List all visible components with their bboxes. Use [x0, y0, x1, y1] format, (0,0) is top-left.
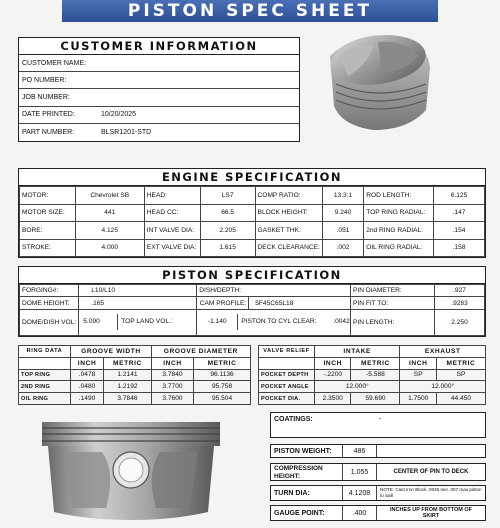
- pin-length-label: PIN LENGTH:: [351, 309, 435, 335]
- ring-value: 3.7600: [151, 393, 193, 405]
- p2c-label: PISTON TO CYL CLEAR:: [237, 314, 333, 330]
- ring-blank-cell: [19, 357, 71, 369]
- engine-spec-heading: ENGINE SPECIFICATION: [19, 169, 485, 186]
- forging-label: FORGING#:: [20, 285, 79, 297]
- coatings-label: COATINGS:: [274, 416, 313, 423]
- valve-relief-header: VALVE RELIEF: [259, 346, 315, 358]
- engine-spec-label: BLOCK HEIGHT:: [255, 204, 322, 222]
- pocket-dia-ex-metric: 44.450: [436, 393, 485, 405]
- ring-name: TOP RING: [19, 369, 71, 381]
- engine-spec-value: 1.615: [200, 239, 255, 257]
- ring-data-row: [19, 381, 251, 393]
- valve-relief-box: [258, 345, 486, 405]
- engine-spec-label: BORE:: [20, 222, 76, 240]
- customer-field-label: PART NUMBER:: [22, 128, 75, 136]
- coatings-box: [270, 412, 486, 438]
- customer-field-label: JOB NUMBER:: [22, 93, 70, 101]
- turn-dia-box: [270, 485, 486, 501]
- cam-profile-label: CAM PROFILE:: [197, 297, 249, 309]
- ex-metric-header: METRIC: [436, 357, 485, 369]
- customer-field-row: [19, 107, 299, 124]
- groove-width-header: GROOVE WIDTH: [71, 346, 152, 358]
- pin-fit-label: PIN FIT TO:: [351, 297, 435, 309]
- engine-spec-label: TOP RING RADIAL:: [364, 204, 434, 222]
- ring-data-table: [18, 345, 251, 405]
- ring-value: 3.7840: [151, 369, 193, 381]
- engine-spec-label: GASKET THK:: [255, 222, 322, 240]
- engine-spec-value: LS7: [200, 187, 255, 205]
- engine-spec-value: .051: [322, 222, 363, 240]
- ring-value: .0480: [71, 381, 104, 393]
- customer-field-value: 10/20/2025: [101, 111, 137, 119]
- pin-fit-value: .9283: [435, 297, 485, 309]
- ring-value: 95.758: [194, 381, 251, 393]
- engine-spec-label: COMP RATIO:: [255, 187, 322, 205]
- customer-field-value: BLSR1201-STD: [101, 128, 152, 136]
- pocket-dia-in-metric: 59.690: [351, 393, 400, 405]
- piston-top-image: [318, 26, 436, 138]
- turn-dia-label: TURN DIA:: [271, 486, 343, 500]
- customer-field-row: [19, 72, 299, 89]
- engine-spec-table: [19, 186, 485, 257]
- top-land-label: TOP LAND VOL.:: [117, 314, 172, 330]
- gw-inch-header: INCH: [71, 357, 104, 369]
- intake-header: INTAKE: [315, 346, 400, 358]
- customer-field-row: [19, 89, 299, 106]
- gauge-point-label: GAUGE POINT:: [271, 506, 343, 520]
- top-land-cell: [197, 309, 351, 335]
- engine-spec-label: HEAD:: [144, 187, 200, 205]
- comp-height-value: 1.055: [343, 464, 377, 480]
- ring-value: 1.2141: [104, 369, 152, 381]
- coatings-value: -: [378, 416, 382, 423]
- dome-height-value: .165: [79, 297, 197, 309]
- pocket-angle-label: POCKET ANGLE: [259, 381, 315, 393]
- customer-info-heading: CUSTOMER INFORMATION: [19, 38, 299, 55]
- in-inch-header: INCH: [315, 357, 351, 369]
- pocket-angle-intake: 12.000°: [315, 381, 400, 393]
- piston-spec-heading: PISTON SPECIFICATION: [19, 267, 485, 284]
- gw-metric-header: METRIC: [104, 357, 152, 369]
- engine-spec-box: [18, 168, 486, 258]
- ring-value: 1.2192: [104, 381, 152, 393]
- engine-spec-value: .147: [434, 204, 485, 222]
- dome-vol-label: DOME/DISH VOL:: [20, 309, 79, 335]
- customer-info-box: [18, 37, 300, 142]
- ring-value: 3.7846: [104, 393, 152, 405]
- groove-diameter-header: GROOVE DIAMETER: [151, 346, 250, 358]
- top-land-value: -1.140: [207, 318, 227, 326]
- p2c-value: .0042: [333, 318, 350, 326]
- piston-spec-box: [18, 266, 486, 337]
- customer-field-row: [19, 124, 299, 141]
- ring-value: .1490: [71, 393, 104, 405]
- pin-diameter-value: .927: [435, 285, 485, 297]
- engine-spec-row: [20, 204, 485, 222]
- ring-name: 2ND RING: [19, 381, 71, 393]
- customer-field-label: PO NUMBER:: [22, 76, 67, 84]
- turn-dia-note: NOTE: Cast Iron Block .0045 min .007 max piston to wall: [380, 487, 482, 498]
- engine-spec-value: Chevrolet SB: [75, 187, 144, 205]
- customer-field-row: [19, 55, 299, 72]
- pocket-dia-label: POCKET DIA.: [259, 393, 315, 405]
- engine-spec-label: HEAD CC:: [144, 204, 200, 222]
- ring-value: .0478: [71, 369, 104, 381]
- engine-spec-label: 2nd RING RADIAL:: [364, 222, 434, 240]
- forging-value: L10/L10: [79, 285, 197, 297]
- ex-inch-header: INCH: [400, 357, 436, 369]
- ring-value: 96.1136: [194, 369, 251, 381]
- engine-spec-value: .002: [322, 239, 363, 257]
- extras-panel: [270, 412, 486, 524]
- engine-spec-value: .158: [434, 239, 485, 257]
- pocket-depth-ex-metric: SP: [436, 369, 485, 381]
- engine-spec-value: 13.3:1: [322, 187, 363, 205]
- engine-spec-label: ROD LENGTH:: [364, 187, 434, 205]
- ring-data-header: RING DATA: [19, 346, 71, 358]
- page-title: PISTON SPEC SHEET: [62, 0, 438, 22]
- pocket-depth-label: POCKET DEPTH: [259, 369, 315, 381]
- engine-spec-label: MOTOR SIZE:: [20, 204, 76, 222]
- pin-diameter-label: PIN DIAMETER:: [351, 285, 435, 297]
- pocket-depth-in-inch: -.2200: [315, 369, 351, 381]
- engine-spec-value: 66.5: [200, 204, 255, 222]
- dome-vol-value: 5.090: [83, 318, 100, 326]
- turn-dia-value: 4.1208: [343, 486, 377, 500]
- pocket-angle-exhaust: 12.000°: [400, 381, 486, 393]
- engine-spec-value: 4.125: [75, 222, 144, 240]
- engine-spec-value: 2.205: [200, 222, 255, 240]
- in-metric-header: METRIC: [351, 357, 400, 369]
- cam-profile-value: 5F45C65L18: [249, 297, 351, 309]
- engine-spec-value: 9.240: [322, 204, 363, 222]
- comp-height-note: CENTER OF PIN TO DECK: [393, 469, 469, 475]
- exhaust-header: EXHAUST: [400, 346, 486, 358]
- pocket-dia-ex-inch: 1.7500: [400, 393, 436, 405]
- valve-blank-cell: [259, 357, 315, 369]
- ring-data-row: [19, 393, 251, 405]
- ring-data-row: [19, 369, 251, 381]
- engine-spec-label: INT VALVE DIA:: [144, 222, 200, 240]
- ring-value: 3.7700: [151, 381, 193, 393]
- gauge-point-value: .400: [343, 506, 377, 520]
- comp-height-box: [270, 463, 486, 481]
- customer-field-label: DATE PRINTED:: [22, 111, 75, 119]
- engine-spec-label: EXT VALVE DIA:: [144, 239, 200, 257]
- gauge-point-note: INCHES UP FROM BOTTOM OF SKIRT: [390, 506, 472, 519]
- engine-spec-value: 4.000: [75, 239, 144, 257]
- piston-weight-box: [270, 444, 486, 458]
- comp-height-label: COMPRESSION HEIGHT:: [271, 464, 343, 480]
- customer-field-label: CUSTOMER NAME:: [22, 59, 87, 67]
- ring-name: OIL RING: [19, 393, 71, 405]
- engine-spec-value: .154: [434, 222, 485, 240]
- gauge-point-box: [270, 505, 486, 521]
- piston-spec-table: [19, 284, 485, 336]
- engine-spec-value: 441: [75, 204, 144, 222]
- pocket-dia-in-inch: 2.3500: [315, 393, 351, 405]
- engine-spec-row: [20, 187, 485, 205]
- gd-metric-header: METRIC: [194, 357, 251, 369]
- dish-label: [197, 285, 351, 297]
- engine-spec-row: [20, 239, 485, 257]
- engine-spec-label: MOTOR:: [20, 187, 76, 205]
- piston-side-image: [24, 412, 238, 522]
- engine-spec-row: [20, 222, 485, 240]
- engine-spec-label: OIL RING RADIAL:: [364, 239, 434, 257]
- ring-value: 95.504: [194, 393, 251, 405]
- gd-inch-header: INCH: [151, 357, 193, 369]
- engine-spec-value: 6.125: [434, 187, 485, 205]
- engine-spec-label: DECK CLEARANCE:: [255, 239, 322, 257]
- pocket-depth-in-metric: -5.588: [351, 369, 400, 381]
- engine-spec-label: STROKE:: [20, 239, 76, 257]
- pocket-depth-ex-inch: SP: [400, 369, 436, 381]
- dish-label-text: DISH/DEPTH:: [199, 287, 241, 295]
- pin-length-value: 2.250: [435, 309, 485, 335]
- dome-vol-cell: [79, 309, 197, 335]
- dome-height-label: DOME HEIGHT:: [20, 297, 79, 309]
- ring-data-box: [18, 345, 251, 405]
- piston-weight-label: PISTON WEIGHT:: [271, 445, 343, 457]
- valve-relief-table: [258, 345, 486, 405]
- piston-weight-value: 486: [343, 445, 377, 457]
